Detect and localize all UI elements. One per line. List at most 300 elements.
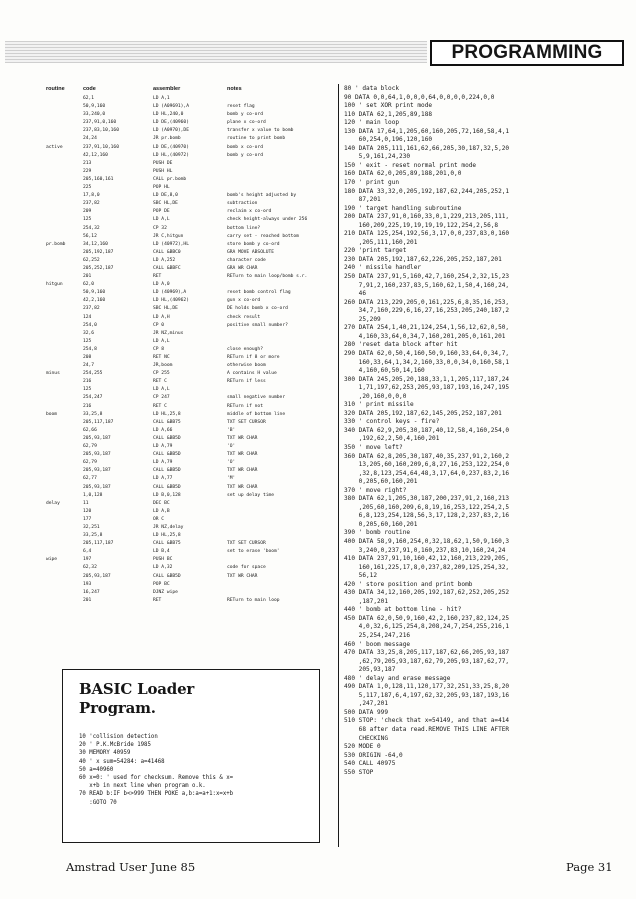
notes-cell: 'M' <box>227 476 236 482</box>
table-row <box>46 135 332 143</box>
notes-cell: 'O' <box>227 460 236 466</box>
code-cell: 11 <box>83 500 89 506</box>
table-row <box>46 459 332 467</box>
listing-line: 60,254,0,196,120,160 <box>344 136 433 144</box>
code-cell: 24,24 <box>83 136 97 142</box>
notes-cell: TXT WR CHAR <box>227 435 258 441</box>
assembler-cell: LD A,B <box>153 508 170 514</box>
listing-line: 0,205,60,160,201 <box>344 478 418 486</box>
notes-cell: close enough? <box>227 346 263 352</box>
listing-line: 400 DATA 58,9,160,254,0,32,18,62,1,50,9,160,3 <box>344 537 510 545</box>
notes-cell: positive small number? <box>227 322 288 328</box>
listing-line: 440 ' bomb at bottom line - hit? <box>344 606 462 614</box>
code-cell: 254,0 <box>83 322 97 328</box>
assembler-cell: LD HL,(40962) <box>153 298 189 304</box>
listing-line: 34,7,160,229,6,16,27,16,253,205,240,187,2 <box>344 307 510 315</box>
listing-line: 180 DATA 33,32,0,205,192,187,62,244,205,252,1 <box>344 187 510 195</box>
assembler-cell: LD A,66 <box>153 427 173 433</box>
listing-line: ,20,160,0,0,0 <box>344 392 407 400</box>
listing-line: 350 ' move left? <box>344 443 403 451</box>
notes-cell: store bomb y co-ord <box>227 241 280 247</box>
assembler-cell: LD (A0970),DE <box>153 128 189 134</box>
assembler-cell: LD A,L <box>153 338 170 344</box>
table-row <box>46 419 332 427</box>
code-cell: 62,0 <box>83 282 95 288</box>
table-row <box>46 208 332 216</box>
listing-line: 270 DATA 254,1,40,21,124,254,1,56,12,62,0,50, <box>344 324 510 332</box>
listing-line: ,32,8,123,254,64,48,3,17,64,0,237,83,2,16 <box>344 469 510 477</box>
table-row <box>46 233 332 241</box>
assembler-cell: RET C <box>153 403 167 409</box>
routine-cell: boom <box>46 411 58 417</box>
table-row <box>46 168 332 176</box>
assembler-cell: CALL &BBFC <box>153 265 181 271</box>
assembler-cell: LD HL,240,0 <box>153 112 184 118</box>
code-cell: 62,1 <box>83 96 95 101</box>
assembler-cell: CALL &BBC0 <box>153 249 181 255</box>
table-row <box>46 338 332 346</box>
assembler-cell: CALL &BB5D <box>153 452 181 458</box>
code-cell: 205,192,187 <box>83 249 114 255</box>
table-row <box>46 556 332 564</box>
code-cell: 205,160,161 <box>83 176 114 182</box>
code-cell: 205,93,187 <box>83 468 111 474</box>
table-row <box>46 492 332 500</box>
table-row <box>46 500 332 508</box>
loader-code-line: :GOTO 70 <box>79 799 117 806</box>
listing-line: 3,240,0,237,91,0,160,237,83,10,160,24,24 <box>344 546 506 554</box>
notes-cell: TXT WR CHAR <box>227 468 258 474</box>
code-cell: 237,82 <box>83 201 100 207</box>
listing-line: 4,160,33,64,0,34,7,160,201,205,0,161,201 <box>344 332 506 340</box>
assembler-cell: CP 255 <box>153 371 170 377</box>
code-cell: 32,251 <box>83 524 100 530</box>
code-cell: 216 <box>83 379 92 385</box>
assembler-cell: CP 0 <box>153 322 165 328</box>
listing-line: 490 DATA 1,0,128,11,120,177,32,251,33,25,8,20 <box>344 683 510 691</box>
assembler-cell: DJNZ wipe <box>153 589 178 595</box>
table-row <box>46 265 332 273</box>
notes-cell: set up delay time <box>227 492 275 498</box>
table-row <box>46 443 332 451</box>
listing-line: 390 ' bomb routine <box>344 529 411 537</box>
listing-line: 300 DATA 245,205,20,188,33,1,1,205,117,187,24 <box>344 375 510 383</box>
code-cell: 33,25,8 <box>83 411 103 417</box>
notes-cell: TXT WR CHAR <box>227 573 258 579</box>
listing-line: 4,0,32,6,125,254,8,208,24,7,254,255,216,1 <box>344 623 510 631</box>
table-row <box>46 346 332 354</box>
table-row <box>46 330 332 338</box>
notes-cell: bomb y co-ord <box>227 112 263 118</box>
listing-line: 46 <box>344 290 367 298</box>
routine-cell: pr.bomb <box>46 241 66 247</box>
assembler-cell: JR,boom <box>153 363 173 369</box>
notes-cell: DE holds bomb x co-ord <box>227 306 288 312</box>
listing-line: 0,205,60,160,201 <box>344 520 418 528</box>
notes-cell: RETurn if not <box>227 403 263 409</box>
assembler-table-body <box>46 95 332 605</box>
code-cell: 62,79 <box>83 460 97 466</box>
listing-line: 190 ' target handling subroutine <box>344 204 462 212</box>
listing-line: 380 DATA 62,1,205,30,187,200,237,91,2,160,213 <box>344 495 510 503</box>
table-row <box>46 403 332 411</box>
loader-code-line: 70 READ b:IF b<>999 THEN POKE a,b:a=a+1:x=x+b <box>79 791 234 798</box>
listing-line: 56,12 <box>344 572 378 580</box>
notes-cell: bomb's height adjusted by <box>227 193 297 199</box>
notes-cell: 'B' <box>227 427 236 433</box>
code-cell: 34,12,160 <box>83 241 108 247</box>
code-cell: 32,6 <box>83 330 95 336</box>
assembler-cell: CALL pr.bomb <box>153 176 187 182</box>
code-cell: 205,93,187 <box>83 435 111 441</box>
assembler-cell: LD (40969),A <box>153 290 187 296</box>
table-row <box>46 386 332 394</box>
listing-line: 200 DATA 237,91,0,160,33,0,1,229,213,205,111, <box>344 213 510 221</box>
table-row <box>46 144 332 152</box>
listing-line: 480 ' delay and erase message <box>344 674 451 682</box>
listing-line: ,247,201 <box>344 700 389 708</box>
code-cell: 208 <box>83 355 92 360</box>
header-code: code <box>83 86 96 92</box>
listing-line: 290 DATA 62,0,50,4,160,50,9,160,33,64,0,34,7, <box>344 349 510 357</box>
table-row <box>46 581 332 589</box>
notes-cell: 'O' <box>227 444 236 450</box>
code-cell: 62,79 <box>83 444 97 450</box>
code-cell: 205,117,187 <box>83 541 114 547</box>
code-cell: 254,8 <box>83 346 97 352</box>
assembler-cell: LD A,1 <box>153 96 170 101</box>
code-cell: 16,247 <box>83 589 100 595</box>
notes-cell: carry set - reached bottom <box>227 233 299 239</box>
assembler-cell: LD A,H <box>153 314 170 320</box>
notes-cell: routine to print bomb <box>227 136 286 142</box>
notes-cell: GRA WR CHAR <box>227 265 258 271</box>
listing-line: 360 DATA 62,8,205,30,187,40,35,237,91,2,160,2 <box>344 452 510 460</box>
code-cell: 125 <box>83 387 92 393</box>
code-cell: 42,12,160 <box>83 152 108 158</box>
notes-cell: RETurn to main loop <box>227 597 280 603</box>
assembler-cell: CALL &BB75 <box>153 419 181 425</box>
listing-line: 510 STOP: 'check that x=54149, and that a=414 <box>344 717 510 725</box>
table-row <box>46 119 332 127</box>
listing-line: 310 ' print missile <box>344 401 414 409</box>
code-cell: 254,247 <box>83 395 103 401</box>
assembler-cell: LD DE,(40960) <box>153 120 189 126</box>
assembler-cell: LD A,0 <box>153 282 170 288</box>
table-row <box>46 516 332 524</box>
table-row <box>46 289 332 297</box>
table-row <box>46 540 332 548</box>
assembler-cell: POP DE <box>153 209 170 215</box>
notes-cell: check height-always under 256 <box>227 217 308 223</box>
basic-listing <box>344 85 614 777</box>
listing-line: 340 DATA 62,9,205,30,187,40,12,58,4,160,254,0 <box>344 426 510 434</box>
assembler-cell: RET <box>153 274 162 280</box>
listing-line: 7,91,2,160,237,83,5,160,62,1,50,4,160,24, <box>344 281 510 289</box>
routine-cell: delay <box>46 500 60 506</box>
loader-code-line: 20 ' P.K.McBride 1985 <box>79 742 151 749</box>
table-row <box>46 192 332 200</box>
footer-magazine-issue: Amstrad User June 85 <box>66 860 196 874</box>
table-row <box>46 241 332 249</box>
listing-line: 250 DATA 237,91,5,160,42,7,160,254,2,32,15,23 <box>344 273 510 281</box>
code-cell: 205,93,187 <box>83 484 111 490</box>
assembler-cell: LD HL,(40972) <box>153 152 189 158</box>
assembler-cell: SBC HL,DE <box>153 306 178 312</box>
table-row <box>46 524 332 532</box>
assembler-cell: LD B,0,128 <box>153 492 181 498</box>
listing-line: 520 MODE 0 <box>344 743 381 751</box>
notes-cell: middle of bottom line <box>227 411 286 417</box>
notes-cell: TXT SET CURSOR <box>227 419 266 425</box>
assembler-cell: RET NC <box>153 355 170 360</box>
code-cell: 254,32 <box>83 225 100 231</box>
table-row <box>46 589 332 597</box>
assembler-cell: LD (A09691),A <box>153 104 189 110</box>
listing-line: 205,93,187 <box>344 666 396 674</box>
code-cell: 1,0,128 <box>83 492 103 498</box>
listing-line: 110 DATA 62,1,205,89,188 <box>344 110 433 118</box>
table-row <box>46 297 332 305</box>
assembler-cell: LD A,L <box>153 387 170 393</box>
code-cell: 125 <box>83 338 92 344</box>
notes-cell: otherwise boom <box>227 363 266 369</box>
listing-line: 5,117,187,6,4,197,62,32,205,93,187,193,16 <box>344 691 510 699</box>
listing-line: 4,160,60,50,14,160 <box>344 367 425 375</box>
table-row <box>46 184 332 192</box>
loader-code-line: x+b in next line when program o.k. <box>79 783 206 790</box>
code-cell: 6,4 <box>83 549 92 555</box>
code-cell: 213 <box>83 160 92 166</box>
listing-line: 160,33,64,1,34,2,160,33,0,0,34,0,160,58,1 <box>344 358 510 366</box>
listing-line: 410 DATA 237,91,10,160,42,12,160,213,229,205, <box>344 555 510 563</box>
listing-line: 530 ORIGIN -64,0 <box>344 751 403 759</box>
listing-line: 220 'print target <box>344 247 407 255</box>
assembler-cell: RET C <box>153 379 167 385</box>
footer-page-number: Page 31 <box>566 860 613 874</box>
code-cell: 201 <box>83 274 92 280</box>
assembler-cell: LD (40972),HL <box>153 241 189 247</box>
table-row <box>46 354 332 362</box>
code-cell: 177 <box>83 516 92 522</box>
assembler-cell: LD A,252 <box>153 257 176 263</box>
listing-line: ,205,111,160,201 <box>344 238 418 246</box>
assembler-cell: LD HL,25,8 <box>153 411 181 417</box>
header-assembler: assembler <box>153 86 181 92</box>
listing-line: 230 DATA 205,192,187,62,226,205,252,187,201 <box>344 255 502 263</box>
listing-line: 550 STOP <box>344 768 374 776</box>
routine-cell: hitgun <box>46 282 63 288</box>
notes-cell: TXT SET CURSOR <box>227 541 266 547</box>
header-notes: notes <box>227 86 242 92</box>
assembler-cell: LD DE,8,0 <box>153 193 178 199</box>
notes-cell: code for space <box>227 565 266 571</box>
listing-line: 430 DATA 34,12,160,205,192,187,62,252,205,252 <box>344 589 510 597</box>
table-row <box>46 314 332 322</box>
table-row <box>46 435 332 443</box>
code-cell: 216 <box>83 403 92 409</box>
assembler-cell: CALL &BB5D <box>153 435 181 441</box>
assembler-cell: JR NZ,minus <box>153 330 184 336</box>
table-row <box>46 597 332 605</box>
listing-line: 450 DATA 62,0,50,9,160,42,2,160,237,82,124,25 <box>344 614 510 622</box>
assembler-cell: DEC BC <box>153 500 170 506</box>
code-cell: 124 <box>83 314 92 320</box>
notes-cell: bottom line? <box>227 225 261 231</box>
code-cell: 33,25,8 <box>83 533 103 539</box>
code-cell: 209 <box>83 209 92 215</box>
table-row <box>46 322 332 330</box>
listing-line: 160,161,225,17,8,0,237,82,209,125,254,32, <box>344 563 510 571</box>
code-cell: 120 <box>83 508 92 514</box>
assembler-cell: PUSH BC <box>153 557 173 563</box>
table-row <box>46 532 332 540</box>
listing-line: ,192,62,2,50,4,160,201 <box>344 435 440 443</box>
listing-line: 5,9,161,24,230 <box>344 153 411 161</box>
listing-line: 500 DATA 999 <box>344 708 389 716</box>
listing-line: 25,254,247,216 <box>344 632 411 639</box>
assembler-cell: CALL &BB75 <box>153 541 181 547</box>
table-row <box>46 508 332 516</box>
notes-cell: RETurn if 8 or more <box>227 355 280 360</box>
notes-cell: GRA MOVE ABSOLUTE <box>227 249 275 255</box>
assembler-cell: LD A,79 <box>153 444 173 450</box>
table-row <box>46 225 332 233</box>
listing-line: ,62,79,205,93,187,62,79,205,93,187,62,77, <box>344 657 510 665</box>
assembler-cell: LD DE,(40970) <box>153 144 189 150</box>
notes-cell: plane x co-ord <box>227 120 266 126</box>
notes-cell: A contains H value <box>227 371 277 377</box>
code-cell: 205,117,187 <box>83 419 114 425</box>
assembler-cell: CP 32 <box>153 225 167 231</box>
assembler-cell: POP BC <box>153 581 170 587</box>
notes-cell: transfer x value to bomb <box>227 128 294 134</box>
assembler-cell: CP 247 <box>153 395 170 401</box>
table-row <box>46 257 332 265</box>
assembler-cell: CALL &BB5D <box>153 468 181 474</box>
loader-code-line: 30 MEMORY 40959 <box>79 750 131 757</box>
listing-line: 320 DATA 205,192,187,62,145,205,252,187,201 <box>344 409 502 417</box>
header-rule-band <box>5 41 427 63</box>
assembler-cell: LD A,79 <box>153 460 173 466</box>
notes-cell: character code <box>227 257 266 263</box>
listing-line: 6,8,123,254,128,56,3,17,128,2,237,83,2,16 <box>344 512 510 520</box>
assembler-cell: JR pr.bomb <box>153 136 181 142</box>
code-cell: 205,93,187 <box>83 573 111 579</box>
listing-line: 140 DATA 205,111,161,62,66,205,30,187,32,5,20 <box>344 144 510 152</box>
assembler-cell: JR NZ,delay <box>153 524 184 530</box>
listing-line: 100 ' set XOR print mode <box>344 102 433 110</box>
table-row <box>46 564 332 572</box>
listing-line: CHECKING <box>344 734 389 742</box>
listing-line: 68 after data read.REMOVE THIS LINE AFTER <box>344 726 510 734</box>
listing-line: 130 DATA 17,64,1,205,60,160,205,72,160,58,4,1 <box>344 127 510 135</box>
listing-line: 420 ' store position and print bomb <box>344 580 473 588</box>
table-row <box>46 427 332 435</box>
notes-cell: bomb y co-ord <box>227 152 263 158</box>
routine-cell: active <box>46 144 63 150</box>
table-row <box>46 467 332 475</box>
table-row <box>46 152 332 160</box>
listing-line: ,187,201 <box>344 597 389 605</box>
notes-cell: bomb x co-ord <box>227 144 263 150</box>
notes-cell: reset flag <box>227 104 255 110</box>
code-cell: 205,252,187 <box>83 265 114 271</box>
listing-line: 370 ' move right? <box>344 486 407 494</box>
table-row <box>46 281 332 289</box>
code-cell: 254,255 <box>83 371 103 377</box>
column-divider <box>338 84 339 847</box>
code-cell: 225 <box>83 185 92 191</box>
listing-line: 150 ' exit - reset normal print mode <box>344 161 477 169</box>
listing-line: 90 DATA 0,0,64,1,0,0,0,64,0,0,0,0,224,0,0 <box>344 93 495 101</box>
table-row <box>46 378 332 386</box>
code-cell: 50,9,160 <box>83 290 106 296</box>
listing-line: 540 CALL 40975 <box>344 760 396 768</box>
code-cell: 205,93,187 <box>83 452 111 458</box>
code-cell: 125 <box>83 217 92 223</box>
listing-line: 470 DATA 33,25,8,205,117,187,62,66,205,93,187 <box>344 649 510 657</box>
code-cell: 33,240,0 <box>83 112 106 118</box>
listing-line: 1,71,197,62,253,205,93,187,193,16,247,195 <box>344 384 510 392</box>
listing-line: 87,201 <box>344 196 381 204</box>
code-cell: 193 <box>83 581 92 587</box>
table-row <box>46 273 332 281</box>
listing-line: 260 DATA 213,229,205,0,161,225,6,8,35,16,253, <box>344 298 510 306</box>
listing-line: 210 DATA 125,254,192,56,3,17,0,0,237,83,0,160 <box>344 230 510 238</box>
listing-line: 160,209,225,19,19,19,19,122,254,2,56,8 <box>344 221 499 229</box>
table-row <box>46 475 332 483</box>
basic-loader-title <box>79 680 194 718</box>
table-row <box>46 249 332 257</box>
assembler-cell: JR C,hitgun <box>153 233 184 239</box>
notes-cell: reset bomb control flag <box>227 290 291 296</box>
assembler-cell: LD B,4 <box>153 549 170 555</box>
listing-line: 160 DATA 62,0,205,89,188,201,0,0 <box>344 170 462 178</box>
assembler-cell: PUSH DE <box>153 160 173 166</box>
code-cell: 42,2,160 <box>83 298 106 304</box>
code-cell: 197 <box>83 557 92 563</box>
listing-line: ,205,60,160,209,6,8,19,16,253,122,254,2,5 <box>344 503 510 511</box>
code-cell: 62,77 <box>83 476 97 482</box>
notes-cell: TXT WR CHAR <box>227 484 258 490</box>
assembler-cell: RET <box>153 597 162 603</box>
assembler-cell: LD A,77 <box>153 476 173 482</box>
code-cell: 237,91,10,160 <box>83 144 119 150</box>
code-cell: 229 <box>83 168 92 174</box>
table-row <box>46 200 332 208</box>
basic-loader-title-line-2: Program. <box>79 699 156 717</box>
notes-cell: TXT WR CHAR <box>227 452 258 458</box>
table-row <box>46 127 332 135</box>
notes-cell: check result <box>227 314 261 320</box>
table-row <box>46 370 332 378</box>
code-cell: 237,83,10,160 <box>83 128 119 134</box>
table-row <box>46 394 332 402</box>
table-row <box>46 95 332 103</box>
header-routine: routine <box>46 86 65 92</box>
code-cell: 62,32 <box>83 565 97 571</box>
listing-line: 120 ' main loop <box>344 119 400 127</box>
assembler-cell: LD A,L <box>153 217 170 223</box>
listing-line: 330 ' control keys - fire? <box>344 418 440 426</box>
listing-line: 13,205,60,160,209,6,8,27,16,253,122,254,0 <box>344 461 510 469</box>
listing-line: 170 ' print gun <box>344 179 400 187</box>
notes-cell: RETurn to main loop/bomb s.r. <box>227 274 308 280</box>
routine-cell: minus <box>46 371 60 377</box>
loader-code-line: 60 x=0: ' used for checksum. Remove this & x= <box>79 775 234 782</box>
assembler-cell: LD HL,25,8 <box>153 533 181 539</box>
